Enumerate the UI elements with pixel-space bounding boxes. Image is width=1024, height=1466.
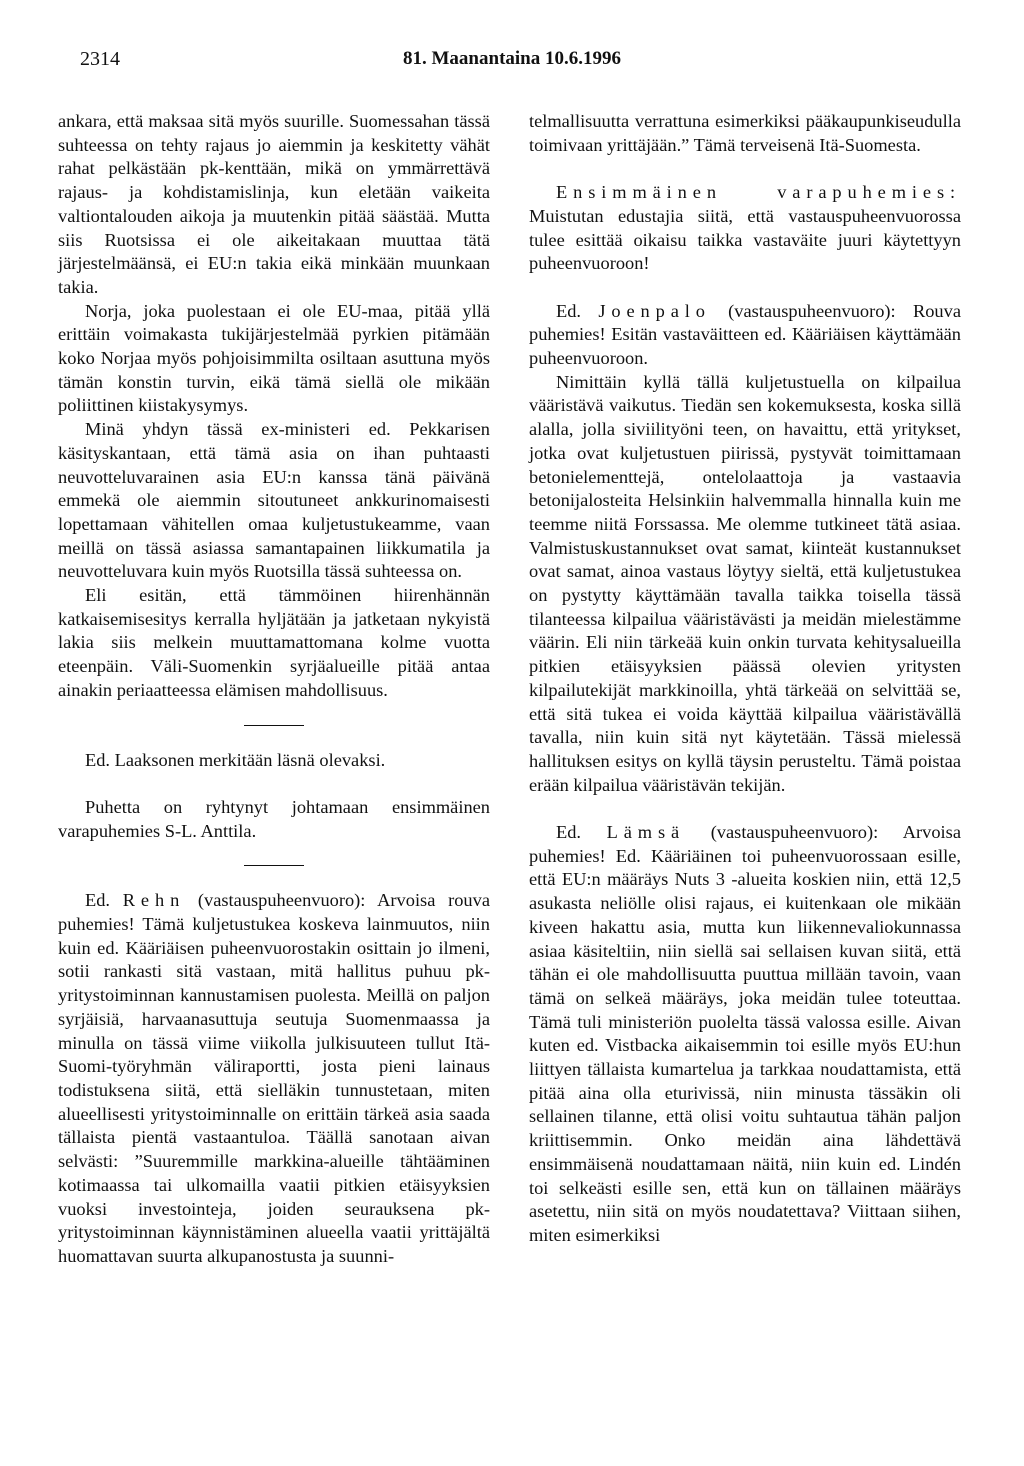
attendance-note: Ed. Laaksonen merkitään läsnä olevaksi. [85,749,386,770]
speaker-name: Joenpalo [598,300,711,321]
right-column [529,110,961,1248]
section-divider [244,865,304,866]
speaker-prefix: Ed. [85,890,111,911]
page-header [0,48,1024,78]
speech-text: Muistutan edustajia siitä, että vastauspuheenvuorossa tulee esittää oikaisu taikka vastaväite juuri käytettyyn puheenvuoroon! [529,205,961,274]
speech-text: (vastauspuheenvuoro): Arvoisa puhemies! Ed. Kääriäinen toi puheenvuorossaan esille, että EU:n määräys Nuts 3 -alueita koskien niin, että 12,5 asukasta neliölle olisi rajaus, ei kuitenkaan ole mikään kiveen hakattu asia, mutta kun liikennevaliokunnassa asiaa käsiteltiin, niin siellä sai sellaisen kuvan siitä, että tähän ei ole mahdollisuutta puuttua millään tavoin, vaan tämä on selkeä määräys, joka meidän tulee toteuttaa. Tämä tuli ministeriön puolelta tässä valossa esille. Aivan kuten ed. Vistbacka aikaisemmin toi esille myös EU:hun liittyen tällaista kumartelua ja tarkkaa noudattamista, että pitää aina olla eturivissä, niin minusta tässäkin oli sellainen tilanne, että olisi voitu suhtautua tähän paljon kriittisemmin. Onko meidän aina lähdettävä ensimmäisenä noudattamaan näitä, niin kuin ed. Lindén toi selkeästi esille sen, että kun on tällainen määräys asetettu, niin sitä on myös noudatettava? Viittaan siihen, miten esimerkiksi [529,822,961,1245]
left-paragraph-2: Norja, joka puolestaan ei ole EU-maa, pitää yllä erittäin voimakasta tukijärjestelmää pyrkien pitämään koko Norjaa myös pohjoisimmilta osiltaan asuttuna myös tämän konstin turvin, eikä tämä siellä ole mikään poliittinen kiistakysymys. [58,300,490,416]
speech-text: (vastauspuheenvuoro): Rouva puhemies! Esitän vastaväitteen ed. Kääriäisen käyttämään puheenvuoroon. [529,300,961,368]
speech-rehn [58,889,490,1268]
right-paragraph-1: telmallisuutta verrattuna esimerkiksi pääkaupunkiseudulla toimivaan yrittäjään.” Tämä terveisenä Itä-Suomesta. [529,111,961,155]
speech-joenpalo-continued: Nimittäin kyllä tällä kuljetustuella on kilpailua vääristävä vaikutus. Tiedän sen kokemuksesta, koska sillä alalla, jolla siviilityöni teen, on havaittu, että yritykset, jotka ovat kuljetustuen piirissä, pystyvät toimittamaan betonielementtejä, ontelolaattoja ja vastaavia betonijalosteita Helsinkiin halvemmalla hinnalla kuin me teemme niitä Forssassa. Me olemme tutkineet tätä asiaa. Valmistuskustannukset ovat samat, kiinteät kustannukset ovat samat, ainoa vastaus löytyy sieltä, että kuljetustukea on pystytty käyttämään tavalla taikka toisella tässä tilanteessa kilpailua vääristävästi ja meidän mielestämme väärin. Eli niin tärkeää kuin onkin turvata kehitysalueilla pitkien etäisyyksien päässä olevien yritysten kilpailutekijät markkinoilla, yhtä tärkeää on selvittää se, että sitä tukea ei voida käyttää kilpailua vääristävällä tavalla, niin kuin sitä nyt käytetään. Tässä mielessä hallituksen esitys on kyllä täysin perusteltu. Tämä poistaa erään kilpailua vääristävän tekijän. [529,371,961,795]
speaker-name: Rehn [122,890,186,911]
left-paragraph-1: ankara, että maksaa sitä myös suurille. Suomessahan tässä suhteessa on tehty rajaus jo aiemmin ja keskitetty vähät rahat pelkästään pk-kenttään, mikä on ymmärrettävä rajaus- ja kohdistamislinja, kun eletään vaikeita valtiontalouden aikoja ja muutenkin pitää säästää. Mutta siis Ruotsissa ei ole aikeitakaan muuttaa tätä järjestelmäänsä, ei EU:n takia eikä minkään muunkaan takia. [58,111,490,297]
speaker-prefix: Ed. [556,822,582,843]
speaker-name: Ensimmäinen varapuhemies: [556,182,961,203]
speaker-prefix: Ed. [556,300,582,321]
speech-first-deputy-speaker [529,181,961,276]
speaker-name: Lämsä [606,822,686,843]
left-paragraph-3: Minä yhdyn tässä ex-ministeri ed. Pekkarisen käsityskantaan, että tämä asia on ihan puhtaasti neuvotteluvarainen asia EU:n kanssa tänä päivänä emmekä ole aiemmin sitoutuneet ankkurinomaisesti lopettamaan vähitellen omaa kuljetustukeamme, vaan meillä on tässä asiassa samantapainen liikkumatila ja neuvotteluvara kuin myös Ruotsilla tässä suhteessa on. [58,419,490,582]
speech-lamsa [529,821,961,1248]
left-paragraph-4: Eli esitän, että tämmöinen hiirenhännän katkaisemisesitys kerralla hyljätään ja jatketaan nykyistä lakia siis melkein muuttamattomana kolme vuotta eteenpäin. Väli-Suomenkin syrjäalueille pitää antaa ainakin periaatteessa elämisen mahdollisuus. [58,585,490,700]
left-column [58,110,490,1269]
section-divider [244,725,304,726]
running-title: 81. Maanantaina 10.6.1996 [403,48,621,69]
speech-joenpalo [529,300,961,371]
page-number: 2314 [80,48,120,70]
chair-note: Puhetta on ryhtynyt johtamaan ensimmäinen varapuhemies S-L. Anttila. [58,796,490,841]
speech-text: (vastauspuheenvuoro): Arvoisa rouva puhemies! Tämä kuljetustukea koskeva lainmuutos, niin kuin ed. Kääriäisen puheenvuorostakin osittain jo ilmeni, sotii rankasti sitä vastaan, mitä hallitus puhuu pk-yritystoiminnan kannustamisen puolesta. Meillä on paljon syrjäisiä, harvaanasuttuja seutuja Suomenmaassa ja minulla on tässä viime viikolla julkisuuteen tullut Itä-Suomi-työryhmän väliraportti, josta pieni lainaus todistuksena siitä, että sielläkin tunnustetaan, miten alueellisesti yritystoiminnalle on erittäin tärkeä asia saada tällaista pientä vastaantuloa. Täällä sanotaan aivan selvästi: ”Suuremmille markkina-alueille tähtääminen kotimaassa tai ulkomailla vaatii pitkien etäisyyksien vuoksi investointeja, joiden seurauksena pk-yritystoiminnan käynnistäminen alueella vaatii yrittäjältä huomattavan suurta alkupanostusta ja suunni- [58,890,490,1266]
